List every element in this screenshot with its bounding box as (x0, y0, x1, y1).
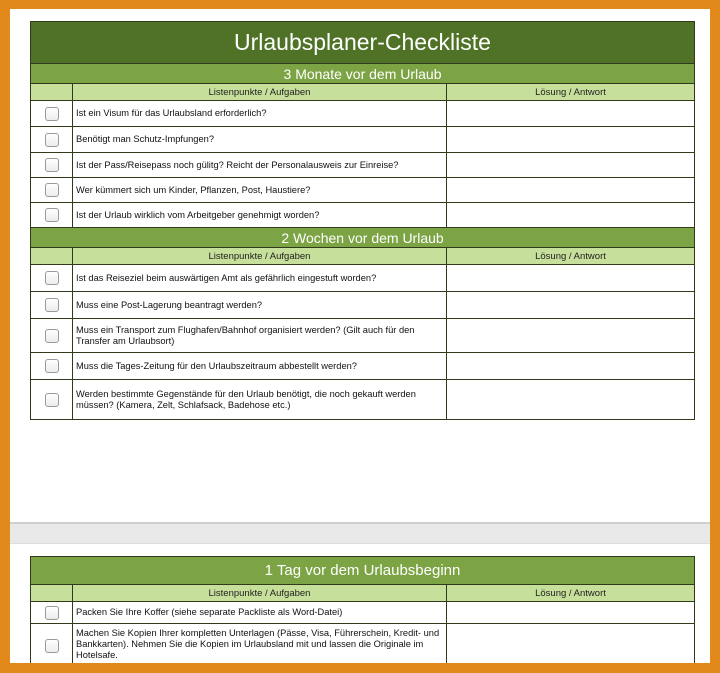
section-heading-1-day: 1 Tag vor dem Urlaubsbeginn (31, 557, 694, 585)
checkbox[interactable] (45, 359, 59, 373)
answer-cell[interactable] (447, 265, 694, 291)
header-check-cell (31, 585, 73, 601)
task-text: Packen Sie Ihre Koffer (siehe separate Packliste als Word-Datei) (73, 602, 447, 623)
section-heading-2-weeks: 2 Wochen vor dem Urlaub (31, 228, 694, 248)
answer-cell[interactable] (447, 127, 694, 152)
table-row (31, 265, 694, 292)
table-row (31, 127, 694, 153)
table-row (31, 178, 694, 203)
answer-cell[interactable] (447, 178, 694, 202)
answer-cell[interactable] (447, 203, 694, 227)
header-check-cell (31, 84, 73, 100)
table-row (31, 602, 694, 624)
table-row (31, 624, 694, 663)
document-title: Urlaubsplaner-Checkliste (31, 22, 694, 64)
column-header-row (31, 84, 694, 101)
checklist-table-2 (30, 556, 695, 663)
header-check-cell (31, 248, 73, 264)
checkbox[interactable] (45, 208, 59, 222)
checkbox[interactable] (45, 133, 59, 147)
header-answer: Lösung / Antwort (535, 250, 606, 262)
task-text: Muss eine Post-Lagerung beantragt werden? (73, 292, 447, 318)
table-row (31, 153, 694, 178)
table-row (31, 101, 694, 127)
checkbox[interactable] (45, 606, 59, 620)
task-text: Ist der Pass/Reisepass noch gülitg? Reicht der Personalausweis zur Einreise? (73, 153, 447, 177)
checkbox[interactable] (45, 158, 59, 172)
table-row (31, 292, 694, 319)
answer-cell[interactable] (447, 153, 694, 177)
checkbox[interactable] (45, 107, 59, 121)
task-text: Machen Sie Kopien Ihrer kompletten Unterlagen (Pässe, Visa, Führerschein, Kredit- und Bankkarten). Nehmen Sie die Kopien im Urlaubsland mit und lassen die Originale im Hotelsafe. (73, 624, 447, 663)
task-text: Muss die Tages-Zeitung für den Urlaubszeitraum abbestellt werden? (73, 353, 447, 379)
task-text: Ist ein Visum für das Urlaubsland erforderlich? (73, 101, 447, 126)
page-2 (10, 544, 710, 663)
header-task: Listenpunkte / Aufgaben (73, 84, 447, 100)
task-text: Ist das Reiseziel beim auswärtigen Amt als gefährlich eingestuft worden? (73, 265, 447, 291)
checklist-table-1 (30, 21, 695, 420)
answer-cell[interactable] (447, 353, 694, 379)
column-header-row (31, 585, 694, 602)
checkbox[interactable] (45, 639, 59, 653)
task-text: Ist der Urlaub wirklich vom Arbeitgeber genehmigt worden? (73, 203, 447, 227)
task-text: Werden bestimmte Gegenstände für den Urlaub benötigt, die noch gekauft werden müssen? (Kamera, Zelt, Schlafsack, Badehose etc.) (73, 380, 447, 419)
document-viewer (10, 9, 710, 663)
answer-cell[interactable] (447, 292, 694, 318)
header-task: Listenpunkte / Aufgaben (73, 585, 447, 601)
table-row (31, 203, 694, 228)
task-text: Muss ein Transport zum Flughafen/Bahnhof organisiert werden? (Gilt auch für den Transfer am Urlaubsort) (73, 319, 447, 352)
answer-cell[interactable] (447, 380, 694, 419)
header-task: Listenpunkte / Aufgaben (73, 248, 447, 264)
checkbox[interactable] (45, 298, 59, 312)
header-answer: Lösung / Antwort (535, 587, 606, 599)
page-1 (10, 9, 710, 522)
table-row (31, 353, 694, 380)
checkbox[interactable] (45, 183, 59, 197)
table-row (31, 319, 694, 353)
table-row (31, 380, 694, 419)
page-break (10, 522, 710, 544)
checkbox[interactable] (45, 393, 59, 407)
task-text: Wer kümmert sich um Kinder, Pflanzen, Post, Haustiere? (73, 178, 447, 202)
answer-cell[interactable] (447, 602, 694, 623)
header-answer: Lösung / Antwort (535, 86, 606, 98)
answer-cell[interactable] (447, 319, 694, 352)
task-text: Benötigt man Schutz-Impfungen? (73, 127, 447, 152)
column-header-row (31, 248, 694, 265)
section-heading-3-months: 3 Monate vor dem Urlaub (31, 64, 694, 84)
checkbox[interactable] (45, 329, 59, 343)
answer-cell[interactable] (447, 101, 694, 126)
checkbox[interactable] (45, 271, 59, 285)
